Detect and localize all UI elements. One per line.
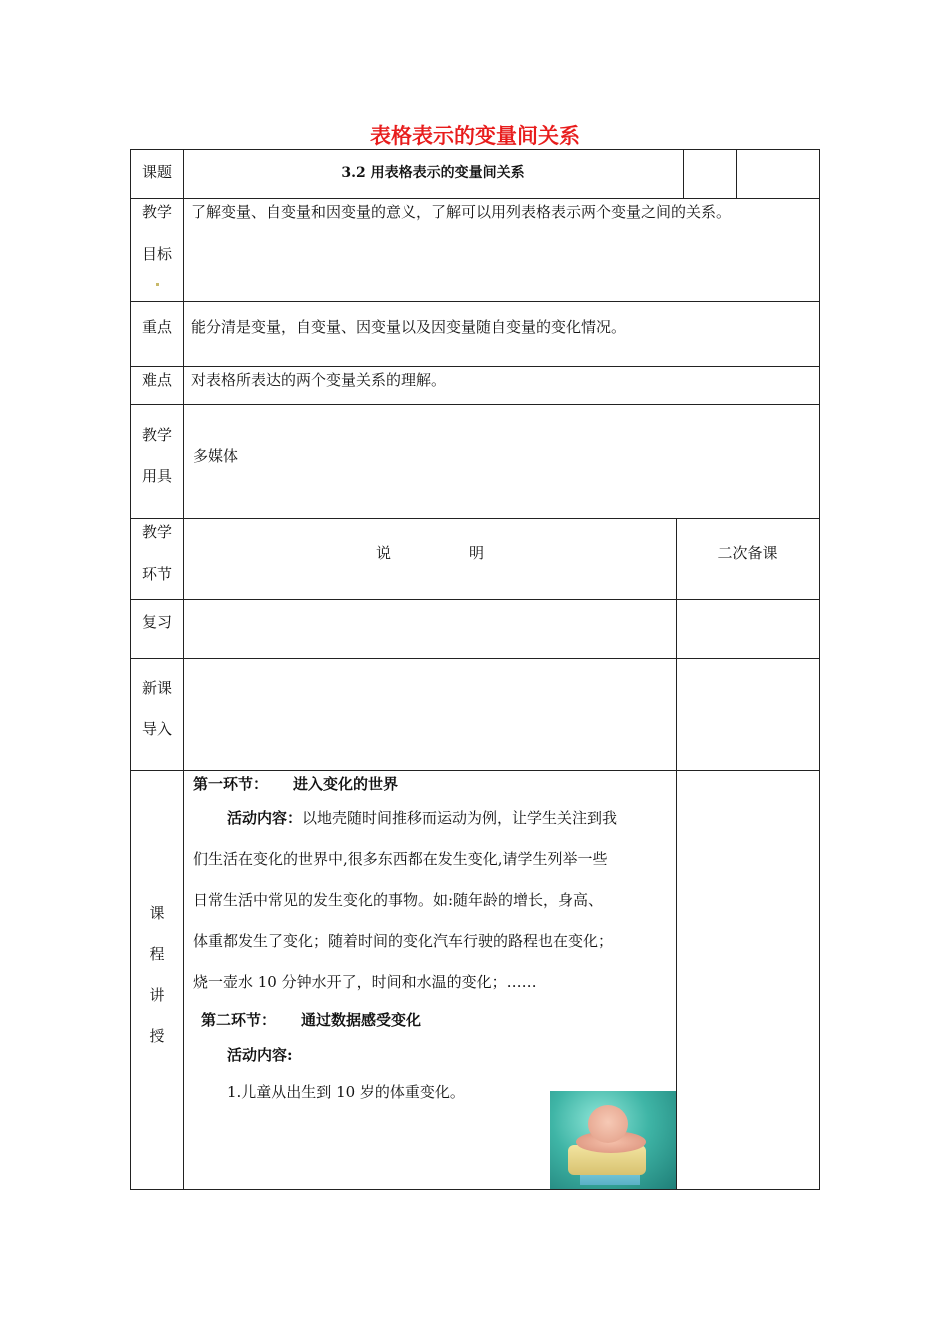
key-value: 能分清是变量，自变量、因变量以及因变量随自变量的变化情况。 — [191, 318, 627, 336]
difficulty-label: 难点 — [141, 371, 172, 389]
goal-label-1: 教学 — [141, 203, 172, 221]
lecture-label-char-1: 课 — [149, 904, 165, 922]
section1-name: 进入变化的世界 — [293, 775, 399, 793]
lecture-label-char-4: 授 — [149, 1027, 165, 1045]
intro-label-1: 新课 — [141, 679, 172, 697]
lesson-plan-table — [130, 149, 820, 1190]
stage-label-1: 教学 — [141, 523, 172, 541]
stage-desc-char-1: 说 — [376, 544, 392, 562]
topic-value: 3.2 用表格表示的变量间关系 — [341, 165, 525, 181]
stage-desc-char-2: 明 — [469, 544, 485, 562]
stage-note: 二次备课 — [717, 544, 778, 562]
section1-title: 第一环节： — [193, 775, 269, 793]
goal-value: 了解变量、自变量和因变量的意义，了解可以用列表格表示两个变量之间的关系。 — [191, 203, 732, 221]
para1-line3: 日常生活中常见的发生变化的事物。如:随年龄的增长，身高、 — [193, 891, 604, 909]
para1-line1-wrap — [193, 808, 673, 828]
difficulty-value: 对表格所表达的两个变量关系的理解。 — [191, 371, 447, 389]
para1-line4: 体重都发生了变化；随着时间的变化汽车行驶的路程也在变化； — [193, 932, 614, 950]
lecture-label-char-2: 程 — [149, 945, 165, 963]
stray-dot — [156, 283, 159, 286]
tools-label-1: 教学 — [141, 426, 172, 444]
intro-label-2: 导入 — [141, 720, 172, 738]
stage-label-2: 环节 — [141, 565, 172, 583]
lecture-label-char-3: 讲 — [149, 986, 165, 1004]
tools-value: 多媒体 — [193, 447, 239, 465]
item1: 1.儿童从出生到 10 岁的体重变化。 — [227, 1083, 465, 1101]
goal-label-2: 目标 — [141, 245, 172, 263]
topic-label: 课题 — [141, 163, 172, 181]
para1-line5: 烧一壶水 10 分钟水开了，时间和水温的变化；…… — [193, 973, 537, 991]
baby-on-scale-image — [550, 1091, 676, 1189]
review-label: 复习 — [141, 613, 172, 631]
activity-label: 活动内容： — [227, 809, 303, 827]
activity2-label: 活动内容: — [227, 1046, 293, 1064]
page-title: 表格表示的变量间关系 — [370, 124, 580, 148]
section2-name: 通过数据感受变化 — [301, 1011, 422, 1029]
key-label: 重点 — [141, 318, 172, 336]
tools-label-2: 用具 — [141, 467, 172, 485]
para1-line1: 以地壳随时间推移而运动为例，让学生关注到我 — [302, 809, 618, 827]
para1-line2: 们生活在变化的世界中,很多东西都在发生变化,请学生列举一些 — [193, 850, 608, 868]
section2-title: 第二环节： — [201, 1011, 277, 1029]
